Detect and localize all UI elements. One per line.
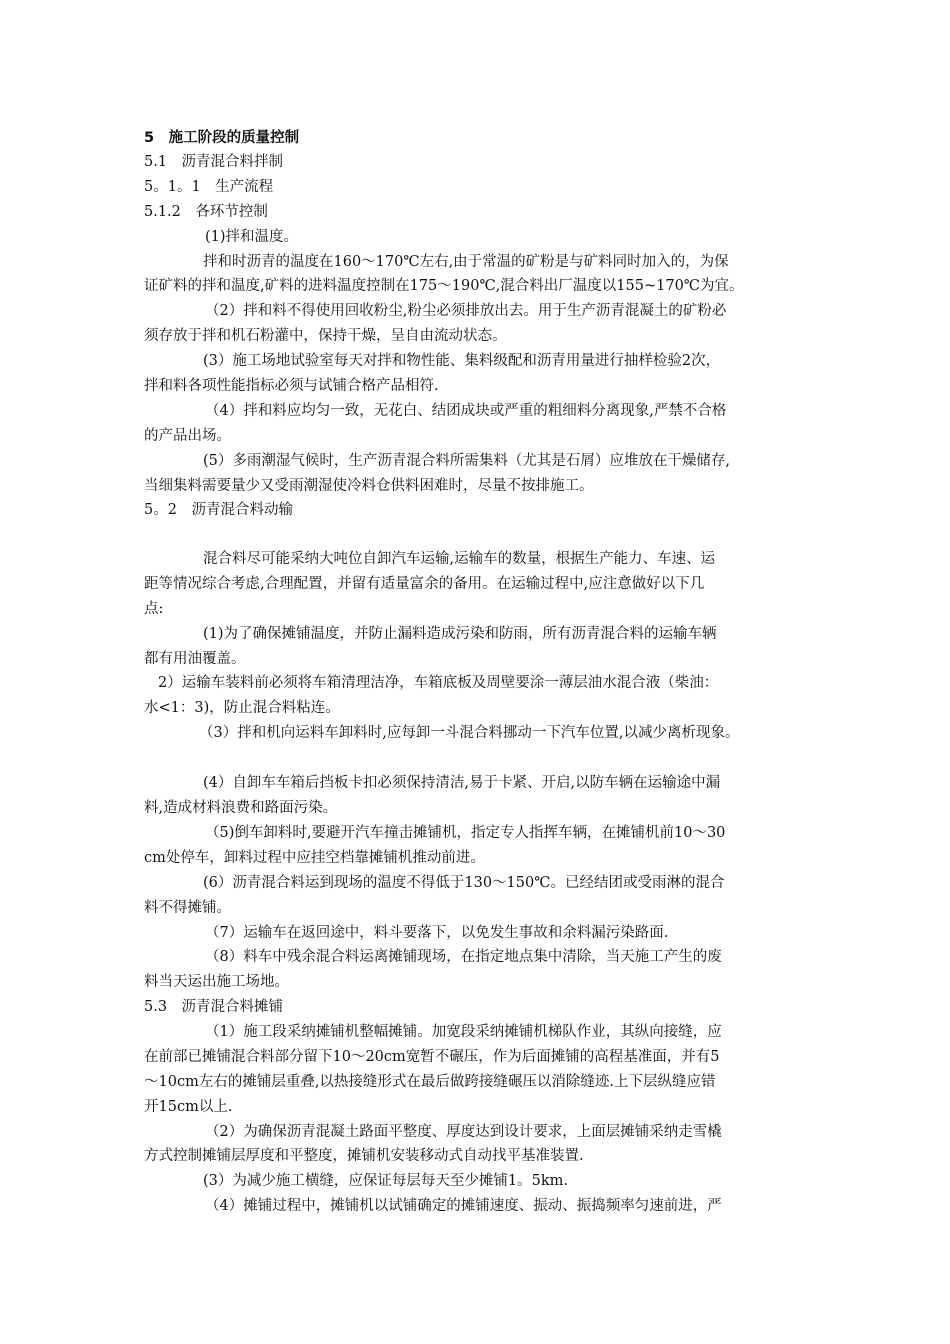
- paragraph-line: 都有用油覆盖。: [144, 651, 246, 667]
- paragraph-line: (1)拌和温度。: [205, 229, 299, 245]
- paragraph-line: ～10cm左右的摊铺层重叠,以热接缝形式在最后做跨接缝碾压以消除缝迹.上下层纵缝应错: [144, 1074, 716, 1090]
- paragraph-line: （7）运输车在返回途中，料斗要落下，以免发生事故和余料漏污染路面.: [205, 925, 669, 941]
- subsection-heading: 5。1。1 生产流程: [144, 179, 274, 195]
- paragraph-line: 拌和时沥青的温度在160～170℃左右,由于常温的矿粉是与矿料同时加入的，为保: [203, 254, 729, 270]
- paragraph-line: （2）拌和料不得使用回收粉尘,粉尘必须排放出去。用于生产沥青混凝土的矿粉必: [205, 303, 727, 319]
- paragraph-line: 料,造成材料浪费和路面污染。: [144, 800, 338, 816]
- subsection-heading: 5.1 沥青混合料拌制: [144, 154, 284, 170]
- section-heading: 5 施工阶段的质量控制: [144, 130, 300, 146]
- paragraph-line: 开15cm以上.: [144, 1099, 233, 1115]
- paragraph-line: （5)倒车卸料时,要避开汽车撞击摊铺机，指定专人指挥车辆，在摊铺机前10～30: [205, 825, 726, 841]
- subsection-heading: 5.1.2 各环节控制: [144, 204, 268, 220]
- paragraph-line: 料不得摊铺。: [144, 900, 231, 916]
- paragraph-line: 点:: [144, 601, 164, 617]
- paragraph-line: （8）料车中残余混合料运离摊铺现场，在指定地点集中清除，当天施工产生的废: [205, 949, 722, 965]
- subsection-heading: 5.3 沥青混合料摊铺: [144, 999, 284, 1015]
- paragraph-line: 在前部已摊铺混合料部分留下10～20cm宽暂不碾压，作为后面摊铺的高程基准面，并有5: [144, 1049, 720, 1065]
- paragraph-line: 水<1：3)，防止混合料粘连。: [144, 700, 340, 716]
- paragraph-line: （1）施工段采纳摊铺机整幅摊铺。加宽段采纳摊铺机梯队作业，其纵向接缝，应: [205, 1024, 722, 1040]
- paragraph-line: 距等情况综合考虑,合理配置，并留有适量富余的备用。在运输过程中,应注意做好以下几: [144, 576, 705, 592]
- paragraph-line: 料当天运出施工场地。: [144, 974, 289, 990]
- paragraph-line: (3）施工场地试验室每天对拌和物性能、集料级配和沥青用量进行抽样检验2次，: [203, 353, 721, 369]
- paragraph-line: （4）摊铺过程中，摊铺机以试铺确定的摊铺速度、振动、振捣频率匀速前进，严: [205, 1198, 722, 1214]
- paragraph-line: 当细集料需要量少又受雨潮湿使冷料仓供料困难时，尽量不按排施工。: [144, 478, 594, 494]
- paragraph-line: 方式控制摊铺层厚度和平整度，摊铺机安装移动式自动找平基准装置.: [144, 1148, 584, 1164]
- subsection-heading: 5。2 沥青混合料动输: [144, 502, 293, 518]
- paragraph-line: (6）沥青混合料运到现场的温度不得低于130～150℃。已经结团或受雨淋的混合: [203, 875, 725, 891]
- paragraph-line: cm处停车，卸料过程中应挂空档靠摊铺机推动前进。: [144, 850, 485, 866]
- paragraph-line: 2）运输车装料前必须将车箱清理洁净，车箱底板及周壁要涂一薄层油水混合液（柴油：: [158, 675, 719, 691]
- paragraph-line: 混合料尽可能采纳大吨位自卸汽车运输,运输车的数量，根据生产能力、车速、运: [203, 551, 716, 567]
- paragraph-line: (5）多雨潮湿气候时，生产沥青混合料所需集料（尤其是石屑）应堆放在干燥储存,: [203, 453, 730, 469]
- paragraph-line: 证矿料的拌和温度,矿料的进料温度控制在175～190℃,混合料出厂温度以155~170℃为宜。: [144, 278, 744, 294]
- paragraph-line: （2）为确保沥青混凝土路面平整度、厚度达到设计要求，上面层摊铺采纳走雪橇: [205, 1124, 722, 1140]
- paragraph-line: (1)为了确保摊铺温度，并防止漏料造成污染和防雨，所有沥青混合料的运输车辆: [203, 626, 717, 642]
- paragraph-line: （4）拌和料应均匀一致，无花白、结团成块或严重的粗细料分离现象,严禁不合格: [205, 403, 727, 419]
- paragraph-line: (3）为减少施工横缝，应保证每层每天至少摊铺1。5km.: [203, 1173, 568, 1189]
- paragraph-line: 须存放于拌和机石粉灌中，保持干燥，呈自由流动状态。: [144, 328, 507, 344]
- paragraph-line: （3）拌和机向运料车卸料时,应每卸一斗混合料挪动一下汽车位置,以减少离析现象。: [199, 725, 740, 741]
- paragraph-line: (4）自卸车车箱后挡板卡扣必须保持清洁,易于卡紧、开启,以防车辆在运输途中漏: [203, 775, 721, 791]
- paragraph-line: 的产品出场。: [144, 428, 231, 444]
- paragraph-line: 拌和料各项性能指标必须与试铺合格产品相符.: [144, 378, 439, 394]
